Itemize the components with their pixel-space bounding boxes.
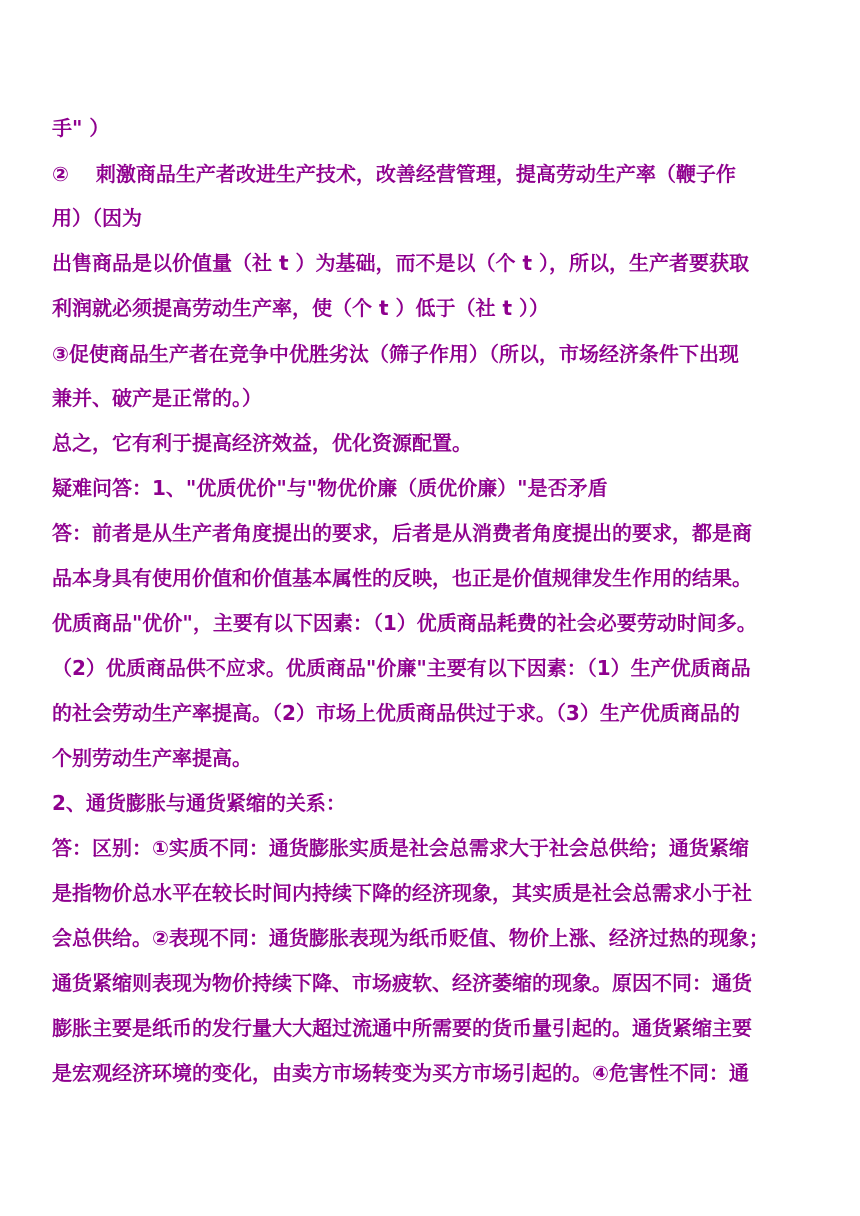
text-line-10: 答：前者是从生产者角度提出的要求，后者是从消费者角度提出的要求，都是商 bbox=[52, 521, 752, 545]
text-line-4: 出售商品是以价值量（社 t ）为基础，而不是以（个 t ），所以，生产者要获取 bbox=[52, 251, 749, 275]
text-line-12: 优质商品"优价"，主要有以下因素：（1）优质商品耗费的社会必要劳动时间多。 bbox=[52, 611, 757, 635]
text-line-18: 是指物价总水平在较长时间内持续下降的经济现象，其实质是社会总需求小于社 bbox=[52, 881, 752, 905]
text-line-6: ③促使商品生产者在竞争中优胜劣汰（筛子作用）（所以，市场经济条件下出现 bbox=[52, 342, 739, 366]
text-line-11: 品本身具有使用价值和价值基本属性的反映，也正是价值规律发生作用的结果。 bbox=[52, 566, 752, 590]
text-line-22: 是宏观经济环境的变化，由卖方市场转变为买方市场引起的。④危害性不同：通 bbox=[52, 1061, 749, 1085]
text-line-19: 会总供给。②表现不同：通货膨胀表现为纸币贬值、物价上涨、经济过热的现象； bbox=[52, 926, 769, 950]
text-line-21: 膨胀主要是纸币的发行量大大超过流通中所需要的货币量引起的。通货紧缩主要 bbox=[52, 1016, 752, 1040]
text-line-17: 答：区别：①实质不同：通货膨胀实质是社会总需求大于社会总供给；通货紧缩 bbox=[52, 836, 749, 860]
text-line-5: 利润就必须提高劳动生产率，使（个 t ）低于（社 t ）） bbox=[52, 296, 549, 320]
text-line-8: 总之，它有利于提高经济效益，优化资源配置。 bbox=[52, 431, 472, 455]
text-line-16: 2、通货膨胀与通货紧缩的关系： bbox=[52, 791, 346, 815]
text-line-20: 通货紧缩则表现为物价持续下降、市场疲软、经济萎缩的现象。原因不同：通货 bbox=[52, 971, 752, 995]
text-line-7: 兼并、破产是正常的。） bbox=[52, 386, 262, 410]
text-line-14: 的社会劳动生产率提高。（2）市场上优质商品供过于求。（3）生产优质商品的 bbox=[52, 701, 740, 725]
text-line-3: 用）（因为 bbox=[52, 206, 142, 230]
text-line-1: 手" ） bbox=[52, 116, 110, 140]
text-line-13: （2）优质商品供不应求。优质商品"价廉"主要有以下因素：（1）生产优质商品 bbox=[52, 656, 751, 680]
text-line-15: 个别劳动生产率提高。 bbox=[52, 746, 252, 770]
text-line-2: ② 刺激商品生产者改进生产技术，改善经营管理，提高劳动生产率（鞭子作 bbox=[52, 162, 736, 186]
text-line-9: 疑难问答：1、"优质优价"与"物优价廉（质优价廉）"是否矛盾 bbox=[52, 476, 608, 500]
